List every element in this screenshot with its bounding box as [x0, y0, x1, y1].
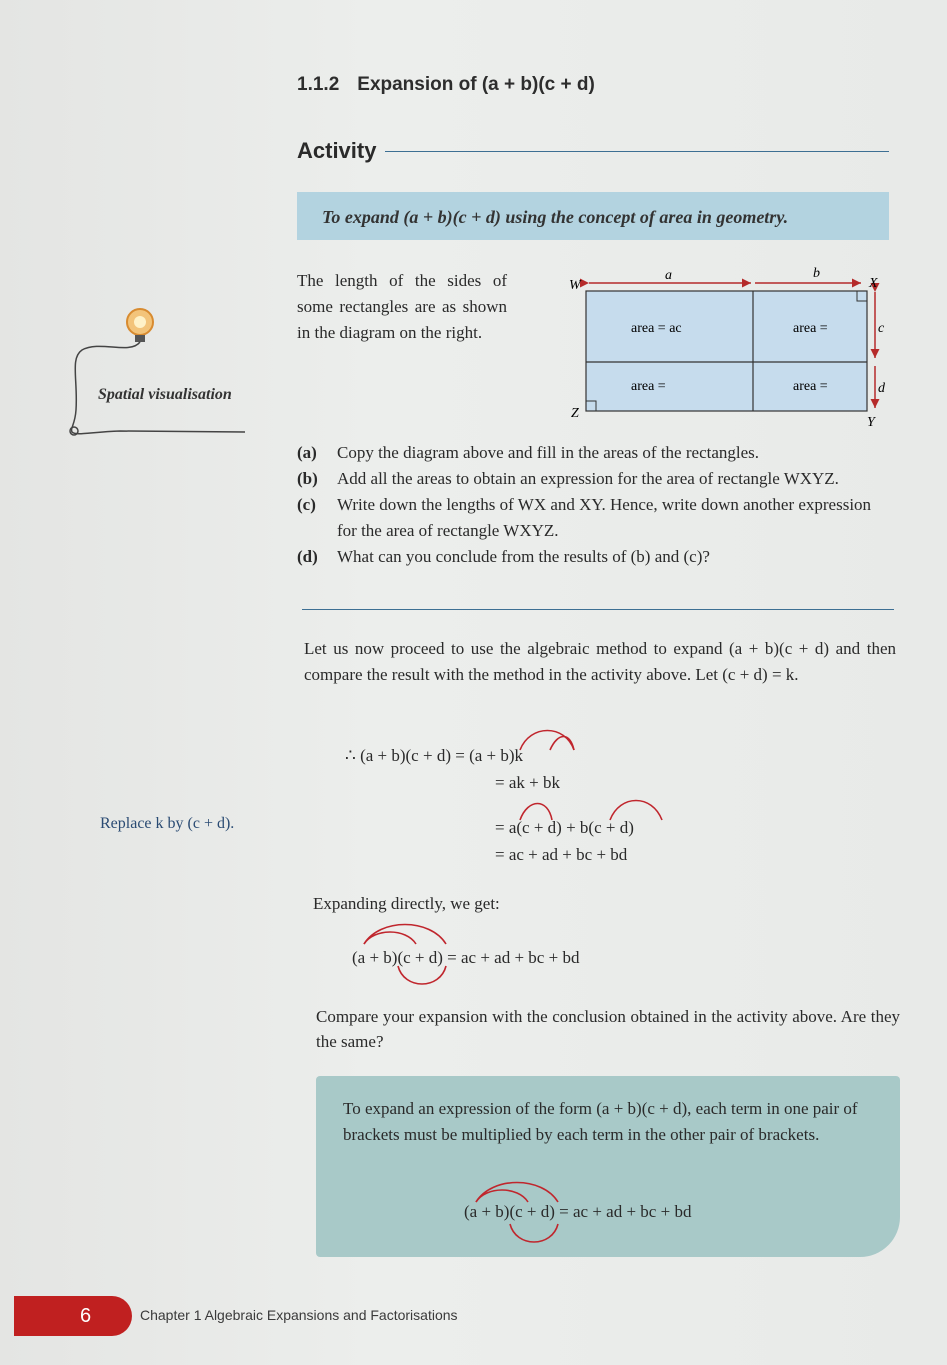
- page-number: 6: [80, 1305, 92, 1327]
- label-z: Z: [571, 406, 579, 421]
- label-y: Y: [867, 415, 875, 430]
- question-a: (a) Copy the diagram above and fill in the areas of the rectangles.: [297, 443, 760, 462]
- cell-top-left: area = ac: [631, 321, 682, 336]
- area-diagram: [565, 262, 895, 432]
- step-4: = ac + ad + bc + bd: [495, 845, 628, 864]
- side-note: Replace k by (c + d).: [100, 815, 235, 832]
- cell-top-right: area =: [793, 321, 828, 336]
- step-1: ∴ (a + b)(c + d) = (a + b)k: [345, 746, 524, 765]
- compare-text: Compare your expansion with the conclusion obtained in the activity above. Are they the same?: [316, 1007, 900, 1051]
- label-a: a: [665, 268, 672, 283]
- cell-bottom-right: area =: [793, 379, 828, 394]
- question-d: (d) What can you conclude from the results of (b) and (c)?: [297, 547, 710, 566]
- step-3: = a(c + d) + b(c + d): [495, 818, 634, 837]
- activity-aim: To expand (a + b)(c + d) using the concept of area in geometry.: [322, 207, 789, 227]
- margin-tag: Spatial visualisation: [98, 386, 232, 403]
- page-number-tab: [14, 1296, 132, 1336]
- direct-equation: (a + b)(c + d) = ac + ad + bc + bd: [352, 948, 580, 967]
- label-w: W: [569, 278, 581, 293]
- activity-rule: [385, 151, 889, 152]
- label-x: X: [869, 276, 878, 291]
- note-equation: (a + b)(c + d) = ac + ad + bc + bd: [464, 1202, 692, 1221]
- label-d: d: [878, 381, 885, 396]
- section-title: 1.1.2 Expansion of (a + b)(c + d): [297, 74, 595, 95]
- lightbulb-icon: [60, 300, 260, 445]
- activity-intro: The length of the sides of some rectangles are as shown in the diagram on the right.: [297, 271, 507, 342]
- step-2: = ak + bk: [495, 773, 560, 792]
- note-text: To expand an expression of the form (a + b)(c + d), each term in one pair of brackets must be multiplied by each term in the other pair of brackets.: [343, 1099, 858, 1144]
- label-c: c: [878, 321, 885, 336]
- chapter-footer: Chapter 1 Algebraic Expansions and Factorisations: [140, 1307, 458, 1323]
- activity-questions: [297, 440, 895, 570]
- algebra-intro: Let us now proceed to use the algebraic method to expand (a + b)(c + d) and then compare the result with the method in the activity above. Let (c + d) = k.: [304, 639, 896, 684]
- expansion-arrows-icon: [500, 722, 700, 822]
- cell-bottom-left: area =: [631, 379, 666, 394]
- activity-end-rule: [302, 609, 894, 610]
- question-b: (b) Add all the areas to obtain an expression for the area of rectangle WXYZ.: [297, 469, 839, 488]
- question-c: (c) Write down the lengths of WX and XY. Hence, write down another expression for the area of rectangle WXYZ.: [297, 495, 872, 540]
- direct-label: Expanding directly, we get:: [313, 894, 500, 913]
- label-b: b: [813, 266, 820, 281]
- activity-heading: Activity: [297, 138, 377, 163]
